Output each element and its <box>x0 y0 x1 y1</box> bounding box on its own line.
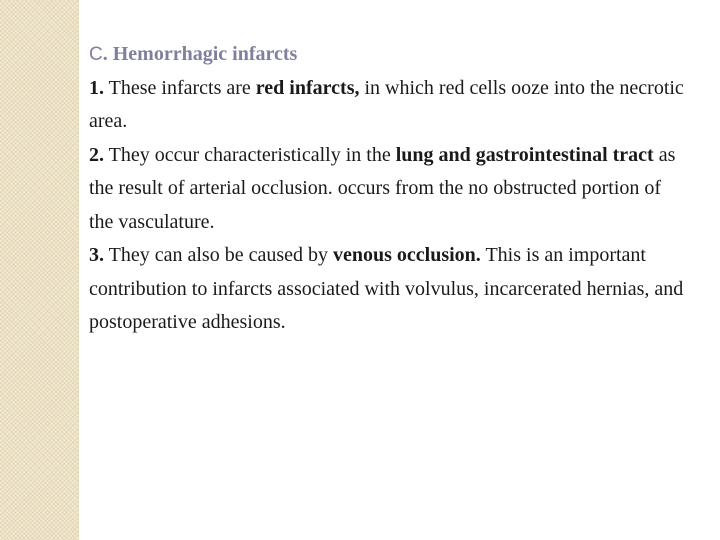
point-2 <box>89 139 689 240</box>
point-1 <box>89 72 689 139</box>
side-band-divider <box>78 0 79 540</box>
point-1-number: 1. <box>89 76 104 99</box>
point-2-text-a: They occur characteristically in the <box>104 143 396 166</box>
point-2-text-b: as the result of arterial occlusion. occurs from the no obstructed portion of the vasculature. <box>89 143 676 233</box>
point-3-number: 3. <box>89 244 104 266</box>
decorative-side-band <box>0 0 78 540</box>
section-heading <box>89 38 689 72</box>
slide-content <box>89 38 689 340</box>
point-3-text-b: This is an important contribution to infarcts associated with volvulus, incarcerated hernias, and postoperative adhesions. <box>89 244 684 333</box>
point-2-number: 2. <box>89 143 104 166</box>
point-3-emphasis: venous occlusion. <box>333 244 481 266</box>
point-1-text-a: These infarcts are <box>104 76 256 99</box>
point-1-emphasis: red infarcts, <box>255 76 360 99</box>
section-title: . Hemorrhagic infarcts <box>102 43 298 65</box>
point-3 <box>89 239 689 340</box>
point-2-emphasis: lung and gastrointestinal tract <box>395 143 654 166</box>
point-1-text-b: in which red cells ooze into the necrotic area. <box>89 76 684 132</box>
point-3-text-a: They can also be caused by <box>104 244 333 266</box>
section-letter: C <box>89 44 103 65</box>
